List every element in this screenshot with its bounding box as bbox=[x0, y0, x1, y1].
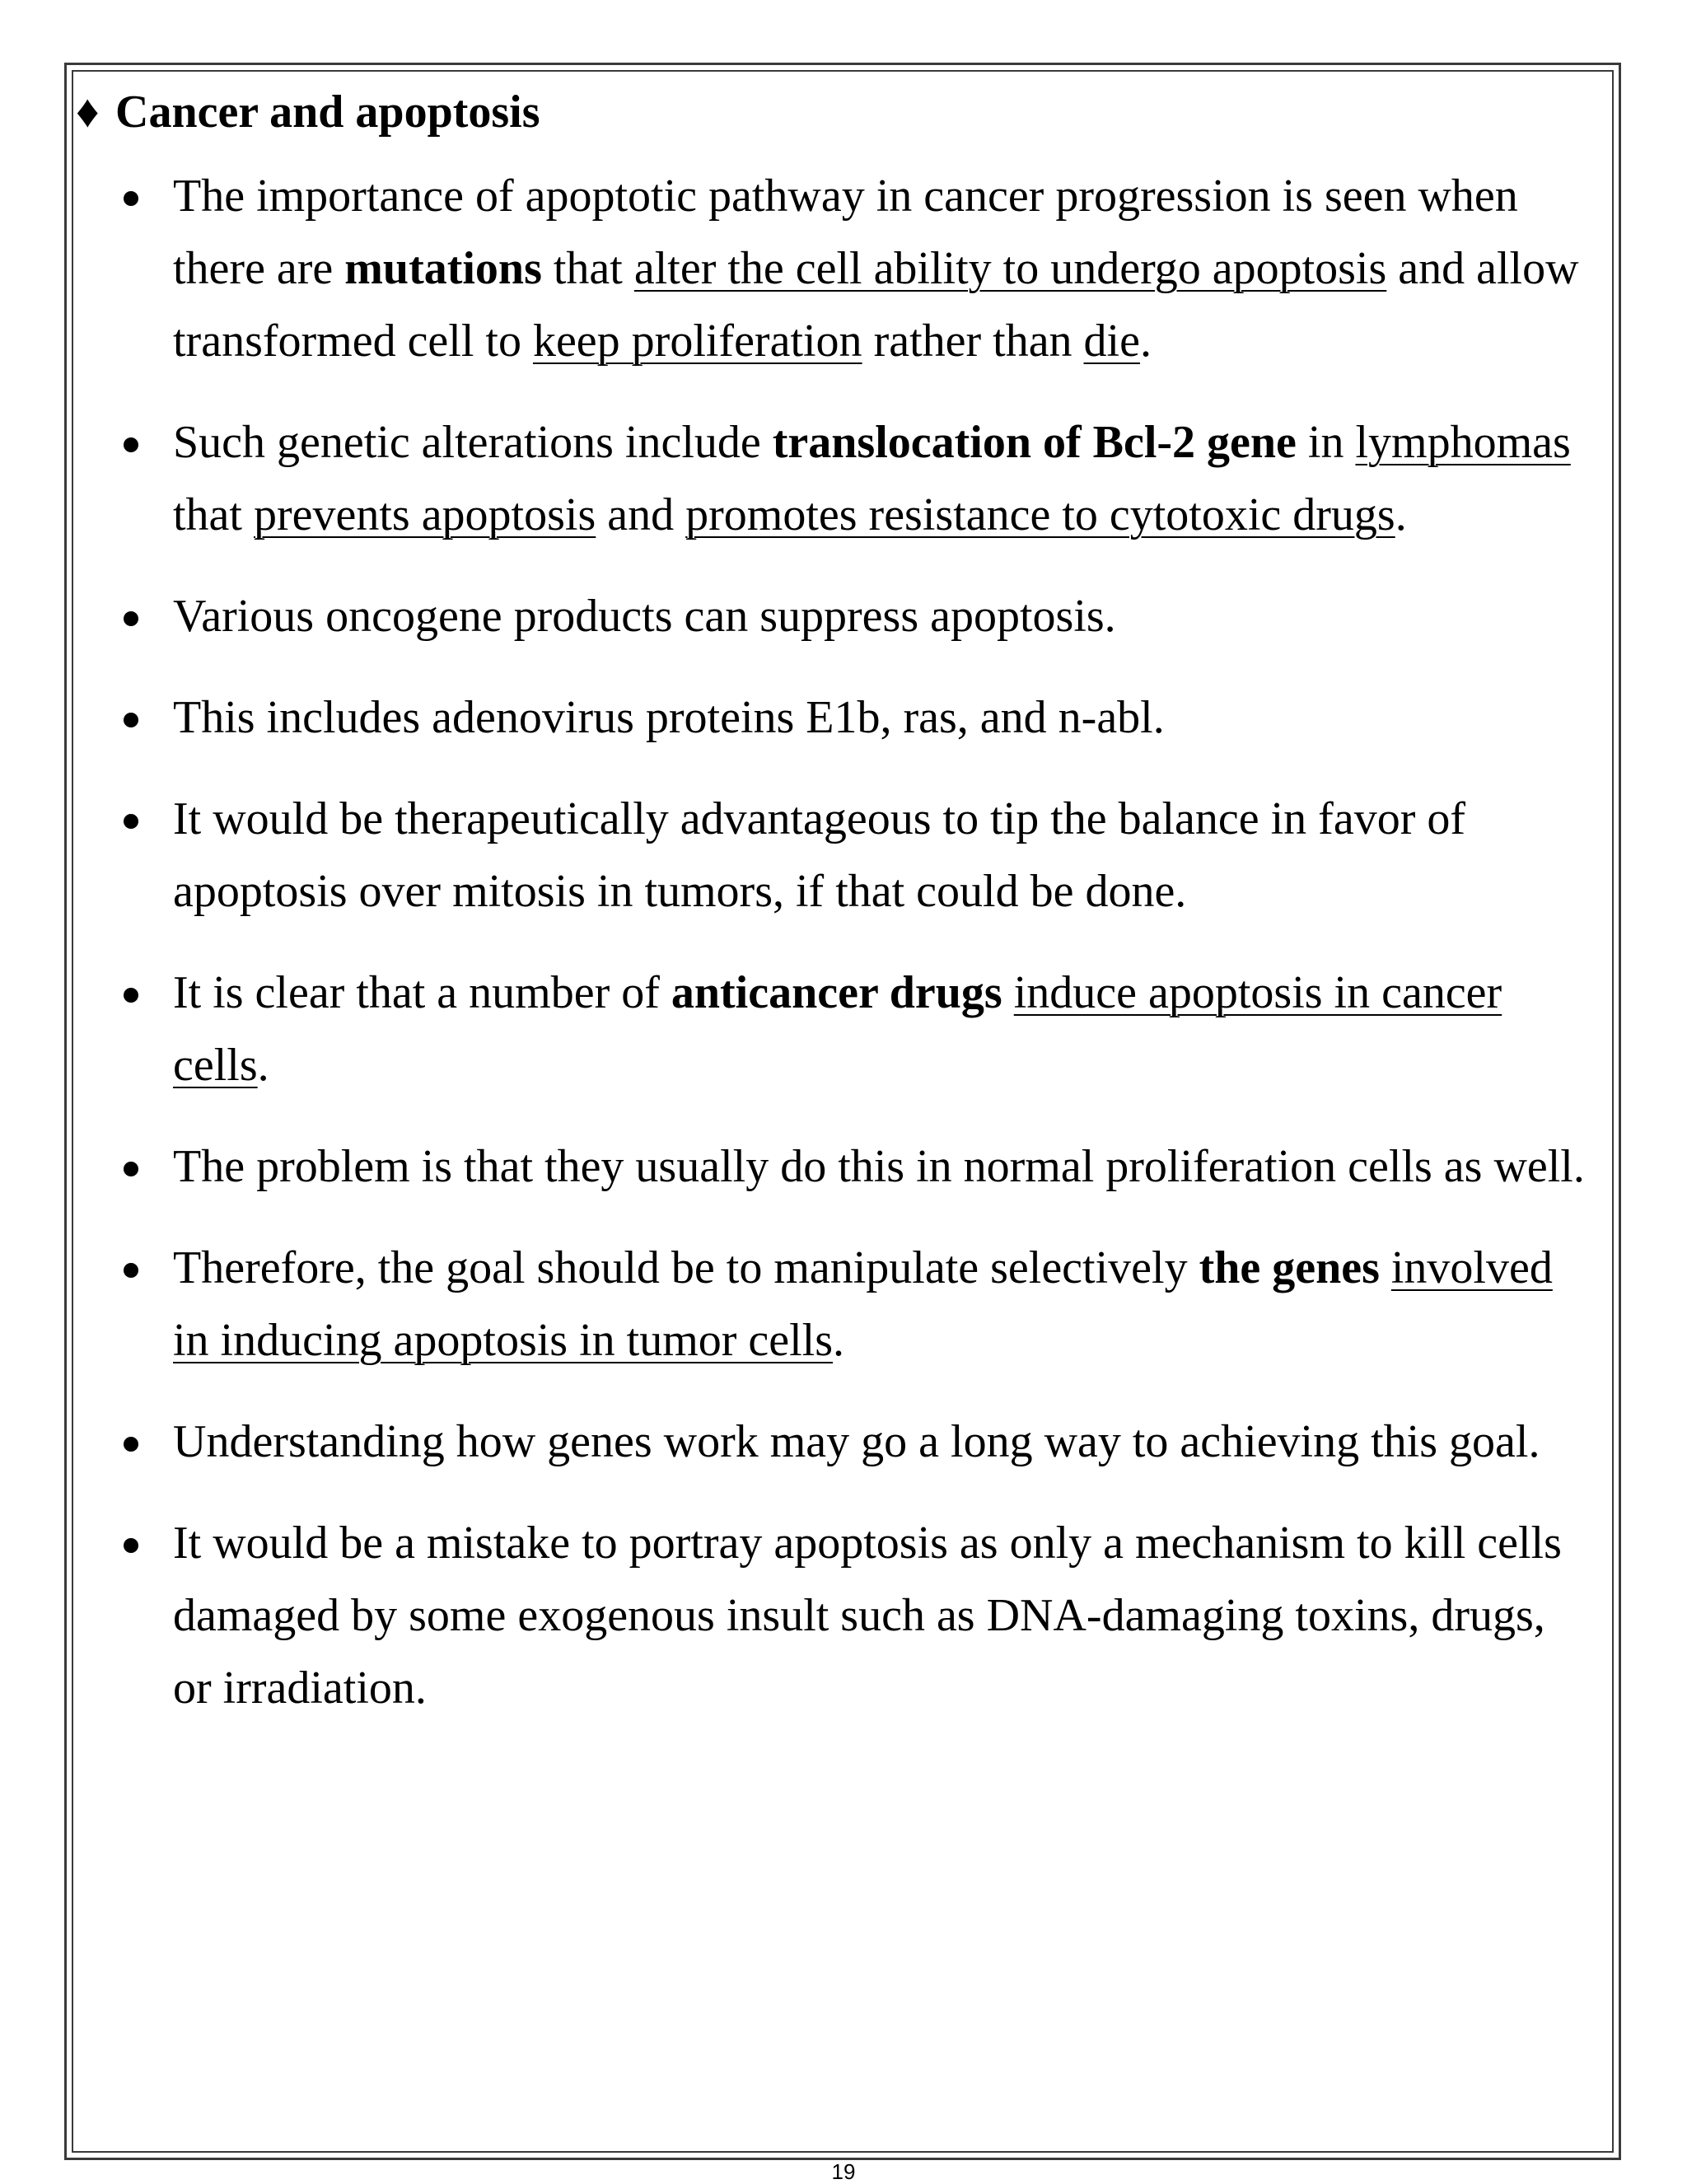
bullet-item bbox=[76, 406, 1610, 551]
bullet-dot-icon bbox=[124, 611, 138, 626]
underlined-text: alter the cell ability to undergo apoptosis bbox=[633, 243, 1387, 294]
underlined-text: induce apoptosis in cancer cells bbox=[173, 967, 1502, 1091]
bullet-item bbox=[76, 1507, 1610, 1724]
underlined-text: promotes resistance to cytotoxic drugs bbox=[685, 489, 1395, 540]
bullet-dot-icon bbox=[124, 1538, 138, 1553]
text-run: and allow transformed cell to bbox=[173, 243, 1579, 367]
text-run: The problem is that they usually do this in normal proliferation cells as well. bbox=[173, 1141, 1585, 1192]
bullet-dot-icon bbox=[124, 191, 138, 206]
bullet-item bbox=[76, 580, 1610, 652]
section-heading bbox=[76, 76, 1610, 148]
bullet-dot-icon bbox=[124, 1263, 138, 1278]
text-run: . bbox=[1395, 489, 1407, 540]
bullet-item bbox=[76, 956, 1610, 1101]
text-run: It would be a mistake to portray apoptosis as only a mechanism to kill cells damaged by some exogenous insult such as DNA-damaging toxins, drugs, or irradiation. bbox=[173, 1518, 1562, 1714]
bullet-dot-icon bbox=[124, 814, 138, 829]
text-run: It is clear that a number of bbox=[173, 967, 671, 1018]
bullet-item bbox=[76, 1232, 1610, 1377]
page-content bbox=[76, 76, 1610, 1753]
bullet-item bbox=[76, 681, 1610, 754]
underlined-text: involved in inducing apoptosis in tumor cells bbox=[173, 1242, 1553, 1366]
text-run: . bbox=[833, 1315, 845, 1366]
underlined-text: keep proliferation bbox=[532, 316, 862, 367]
bullet-dot-icon bbox=[124, 1437, 138, 1452]
text-run: Therefore, the goal should be to manipulate selectively bbox=[173, 1242, 1199, 1293]
section-heading-text: Cancer and apoptosis bbox=[115, 87, 540, 138]
text-run: in bbox=[1296, 417, 1356, 468]
text-run: that bbox=[173, 489, 254, 540]
text-run: Understanding how genes work may go a long way to achieving this goal. bbox=[173, 1416, 1540, 1467]
bullet-dot-icon bbox=[124, 988, 138, 1003]
bullet-list bbox=[76, 160, 1610, 1724]
text-run: that bbox=[541, 243, 634, 294]
bold-text: the genes bbox=[1199, 1242, 1380, 1293]
bullet-dot-icon bbox=[124, 713, 138, 727]
bold-text: translocation of Bcl-2 gene bbox=[772, 417, 1297, 468]
bullet-item bbox=[76, 783, 1610, 928]
diamond-icon: ♦ bbox=[76, 87, 100, 138]
page-number: 19 bbox=[831, 2159, 856, 2184]
text-run: . bbox=[257, 1040, 269, 1091]
text-run: Such genetic alterations include bbox=[173, 417, 773, 468]
text-run: . bbox=[1139, 316, 1152, 367]
underlined-text: prevents apoptosis bbox=[253, 489, 596, 540]
text-run: and bbox=[596, 489, 686, 540]
text-run: This includes adenovirus proteins E1b, ras, and n-abl. bbox=[173, 692, 1165, 743]
text-run: The importance of apoptotic pathway in cancer progression is seen when there are bbox=[173, 171, 1518, 294]
bold-text: anticancer drugs bbox=[671, 967, 1002, 1018]
bullet-item bbox=[76, 1405, 1610, 1478]
underlined-text: die bbox=[1083, 316, 1140, 367]
text-run: It would be therapeutically advantageous to tip the balance in favor of apoptosis over mitosis in tumors, if that could be done. bbox=[173, 793, 1465, 917]
bullet-dot-icon bbox=[124, 437, 138, 452]
bullet-item bbox=[76, 1130, 1610, 1203]
text-run bbox=[1380, 1242, 1391, 1293]
bold-text: mutations bbox=[344, 243, 542, 294]
text-run: rather than bbox=[862, 316, 1084, 367]
underlined-text: lymphomas bbox=[1355, 417, 1571, 468]
bullet-dot-icon bbox=[124, 1162, 138, 1176]
text-run bbox=[1002, 967, 1014, 1018]
text-run: Various oncogene products can suppress apoptosis. bbox=[173, 591, 1116, 642]
bullet-item bbox=[76, 160, 1610, 377]
